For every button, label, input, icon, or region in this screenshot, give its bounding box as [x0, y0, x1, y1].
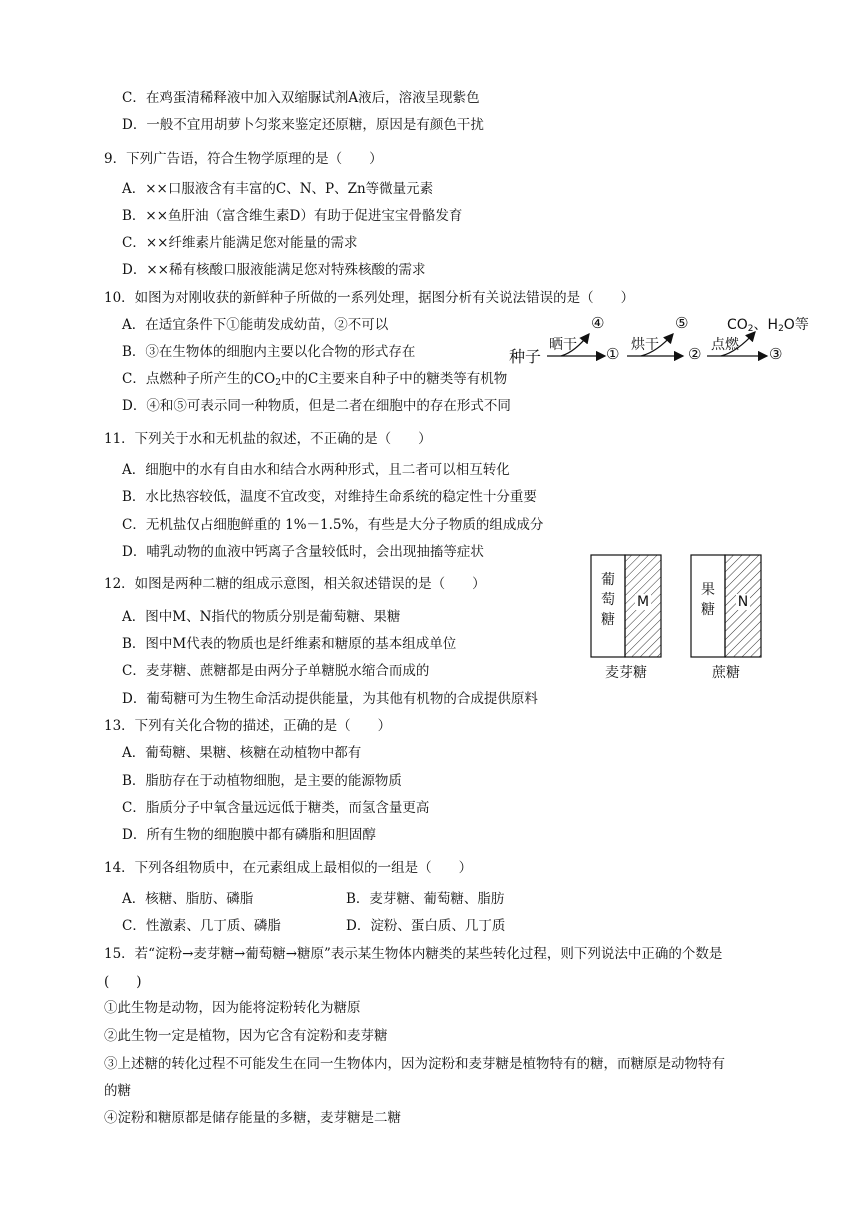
sucrose-caption: 蔗糖: [712, 665, 740, 681]
q10-option-c: C．点燃种子所产生的$CO_2$中的C主要来自种子中的糖类等有机物: [122, 371, 508, 388]
q13-option-c: C．脂质分子中氧含量远远低于糖类，而氢含量更高: [122, 800, 430, 816]
glucose-label: 葡 萄 糖: [601, 572, 615, 628]
q9-option-b: B．××鱼肝油（富含维生素D）有助于促进宝宝骨骼发育: [122, 208, 463, 224]
q13-option-a: A．葡萄糖、果糖、核糖在动植物中都有: [122, 745, 362, 761]
q10-option-d: D．④和⑤可表示同一种物质，但是二者在细胞中的存在形式不同: [122, 398, 511, 414]
q10-option-a: A．在适宜条件下①能萌发成幼苗，②不可以: [122, 317, 389, 333]
q8-option-c: C．在鸡蛋清稀释液中加入双缩脲试剂A液后，溶液呈现紫色: [122, 90, 480, 106]
q15-statement-3-line2: 的糖: [104, 1083, 131, 1099]
q14-option-d: D．淀粉、蛋白质、几丁质: [346, 918, 506, 934]
q12-option-d: D．葡萄糖可为生物生命活动提供能量，为其他有机物的合成提供原料: [122, 691, 538, 707]
q13-stem: 13．下列有关化合物的描述，正确的是（ ）: [104, 718, 392, 734]
q12-option-b: B．图中M代表的物质也是纤维素和糖原的基本组成单位: [122, 636, 457, 652]
fructose-label: 果 糖: [701, 582, 715, 618]
diagram-dry-label: 晒干: [549, 337, 577, 353]
n-label: N: [737, 594, 749, 610]
q15-answer-paren: ( ): [104, 974, 142, 990]
q9-stem: 9．下列广告语，符合生物学原理的是（ ）: [104, 151, 383, 167]
q15-statement-4: ④淀粉和糖原都是储存能量的多糖，麦芽糖是二糖: [104, 1110, 401, 1126]
q15-statement-2: ②此生物一定是植物，因为它含有淀粉和麦芽糖: [104, 1028, 388, 1044]
q15-stem: 15．若“淀粉→麦芽糖→葡萄糖→糖原”表示某生物体内糖类的某些转化过程，则下列说法中正确的个数是: [104, 946, 723, 962]
q9-option-c: C．××纤维素片能满足您对能量的需求: [122, 235, 358, 251]
q12-option-c: C．麦芽糖、蔗糖都是由两分子单糖脱水缩合而成的: [122, 663, 430, 679]
q11-option-b: B．水比热容较低，温度不宜改变，对维持生命系统的稳定性十分重要: [122, 489, 537, 505]
q12-option-a: A．图中M、N指代的物质分别是葡萄糖、果糖: [122, 609, 401, 625]
q10-stem: 10．如图为对刚收获的新鲜种子所做的一系列处理，据图分析有关说法错误的是（ ）: [104, 290, 635, 306]
q9-option-a: A．××口服液含有丰富的C、N、P、Zn等微量元素: [122, 181, 434, 197]
q14-option-c: C．性激素、几丁质、磷脂: [122, 918, 281, 934]
diagram-burn-label: 点燃: [711, 337, 739, 353]
q11-option-d: D．哺乳动物的血液中钙离子含量较低时，会出现抽搐等症状: [122, 544, 484, 560]
q14-stem: 14．下列各组物质中，在元素组成上最相似的一组是（ ）: [104, 860, 473, 876]
diagram-bake-label: 烘干: [631, 337, 659, 353]
q8-option-d: D．一般不宜用胡萝卜匀浆来鉴定还原糖，原因是有颜色干扰: [122, 117, 484, 133]
diagram-num-2: ②: [688, 345, 702, 363]
diagram-num-4: ④: [591, 314, 605, 332]
m-label: M: [636, 594, 650, 610]
q12-stem: 12．如图是两种二糖的组成示意图，相关叙述错误的是（ ）: [104, 576, 486, 592]
q15-statement-3-line1: ③上述糖的转化过程不可能发生在同一生物体内，因为淀粉和麦芽糖是植物特有的糖，而糖原是动物特有: [104, 1056, 725, 1072]
diagram-num-1: ①: [606, 345, 620, 363]
q11-stem: 11．下列关于水和无机盐的叙述，不正确的是（ ）: [104, 431, 432, 447]
q11-option-a: A．细胞中的水有自由水和结合水两种形式，且二者可以相互转化: [122, 462, 510, 478]
q14-option-a: A．核糖、脂肪、磷脂: [122, 891, 254, 907]
q14-option-b: B．麦芽糖、葡萄糖、脂肪: [346, 891, 505, 907]
maltose-caption: 麦芽糖: [605, 665, 647, 681]
q11-option-c: C．无机盐仅占细胞鲜重的 1%－1.5%，有些是大分子物质的组成成分: [122, 517, 544, 533]
q13-option-d: D．所有生物的细胞膜中都有磷脂和胆固醇: [122, 827, 376, 843]
diagram-num-5: ⑤: [675, 314, 689, 332]
q13-option-b: B．脂肪存在于动植物细胞，是主要的能源物质: [122, 773, 402, 789]
disaccharide-figure: [590, 554, 780, 680]
q9-option-d: D．××稀有核酸口服液能满足您对特殊核酸的需求: [122, 262, 426, 278]
diagram-num-3: ③: [769, 345, 783, 363]
q10-option-b: B．③在生物体的细胞内主要以化合物的形式存在: [122, 344, 416, 360]
q15-statement-1: ①此生物是动物，因为能将淀粉转化为糖原: [104, 1000, 361, 1016]
diagram-gas-products: $CO_2$、$H_2O$等: [727, 317, 809, 334]
seed-processing-diagram: [505, 312, 825, 372]
diagram-seed: 种子: [509, 347, 542, 366]
